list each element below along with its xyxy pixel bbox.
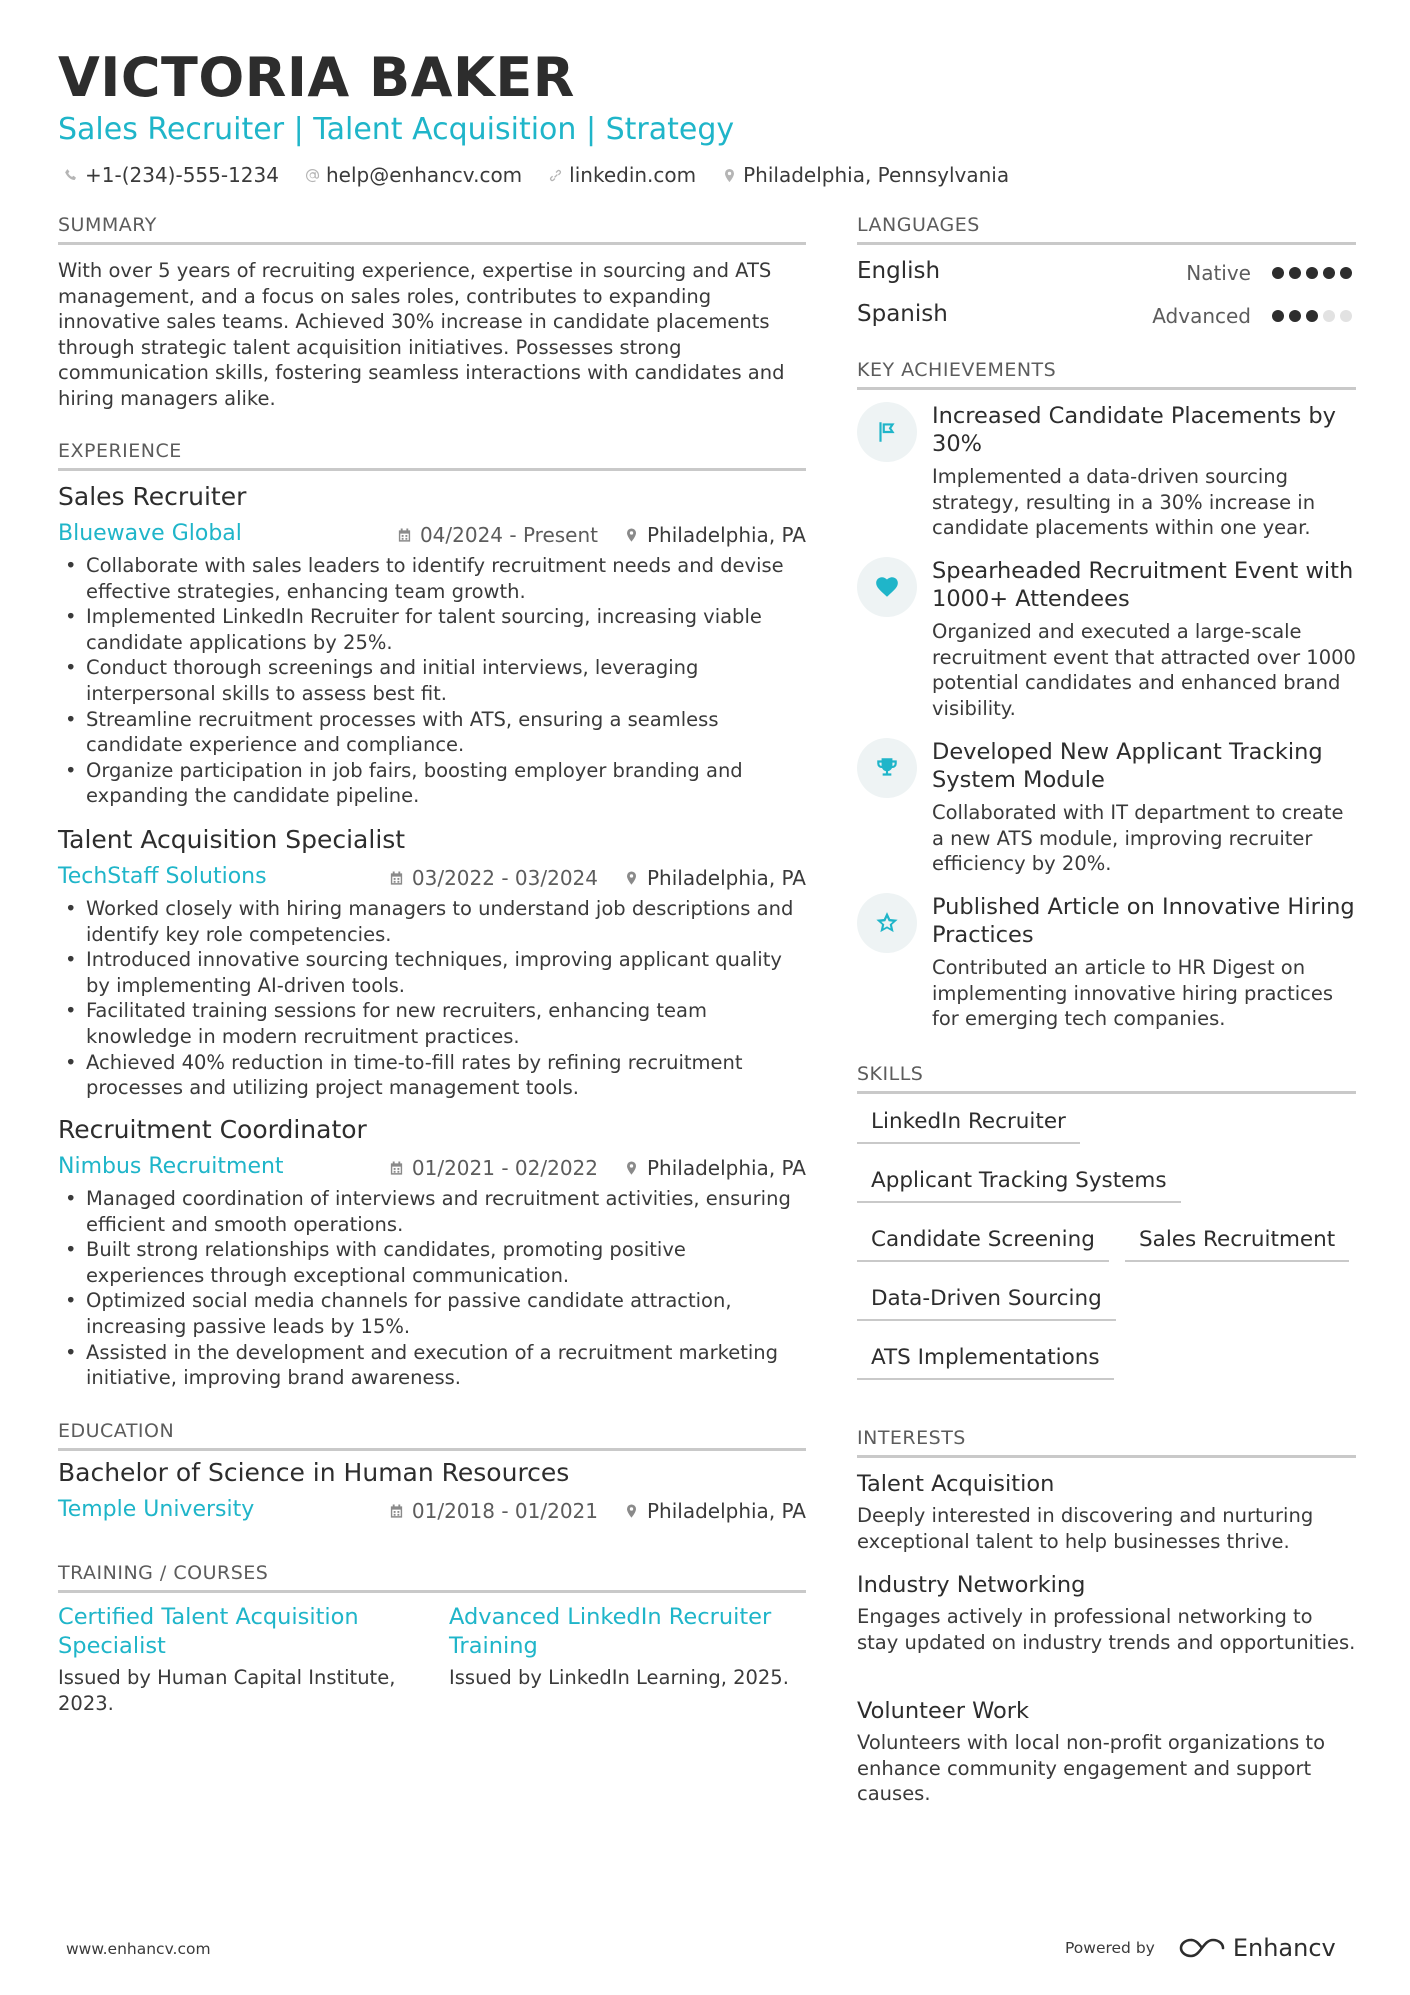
job-location <box>624 866 806 890</box>
at-icon <box>305 168 320 183</box>
education-heading: EDUCATION <box>58 1420 806 1451</box>
bullet-item: • Implemented LinkedIn Recruiter for talent sourcing, increasing viable candidate applications by 25%. <box>58 604 806 655</box>
achievement-desc: Organized and executed a large-scale recruitment event that attracted over 1000 potential candidates and enhanced brand visibility. <box>932 620 1356 720</box>
achievement-title: Spearheaded Recruitment Event with 1000+ Attendees <box>932 558 1354 612</box>
job-dates-text: 01/2021 - 02/2022 <box>411 1156 598 1180</box>
interest-desc: Volunteers with local non-profit organizations to enhance community engagement and support causes. <box>857 1731 1325 1806</box>
achievement-title: Increased Candidate Placements by 30% <box>932 403 1336 457</box>
language-row <box>857 258 1356 288</box>
bullet-item: • Optimized social media channels for passive candidate attraction, increasing passive leads by 15%. <box>58 1288 806 1339</box>
trophy-icon <box>874 755 900 781</box>
bullet-item: • Assisted in the development and execution of a recruitment marketing initiative, improving brand awareness. <box>58 1340 806 1391</box>
rating-dot <box>1340 310 1352 322</box>
achievement-title: Developed New Applicant Tracking System Module <box>932 739 1323 793</box>
language-rating <box>1272 310 1352 322</box>
job-dates-text: 04/2024 - Present <box>419 523 598 547</box>
job-title: Talent Acquisition Specialist <box>58 825 406 854</box>
interest-title: Industry Networking <box>857 1572 1086 1598</box>
phone-icon <box>64 168 79 183</box>
skill-tag: Sales Recruitment <box>1125 1227 1349 1262</box>
bullet-item: • Introduced innovative sourcing techniques, improving applicant quality by implementing AI-driven tools. <box>58 947 806 998</box>
contact-email[interactable] <box>305 163 522 187</box>
achievement-title: Published Article on Innovative Hiring Practices <box>932 894 1355 948</box>
education-dates-text: 01/2018 - 01/2021 <box>411 1499 598 1523</box>
language-name: Spanish <box>857 301 948 327</box>
education-location <box>624 1499 806 1523</box>
email-text[interactable]: help@enhancv.com <box>325 163 523 187</box>
achievement-body <box>932 557 1356 721</box>
experience-heading: EXPERIENCE <box>58 440 806 471</box>
skill-tag: Data-Driven Sourcing <box>857 1286 1116 1321</box>
enhancv-logo-icon <box>1179 1936 1225 1960</box>
course-entry <box>58 1603 418 1716</box>
rating-dot <box>1272 267 1284 279</box>
skill-tag: LinkedIn Recruiter <box>857 1109 1080 1144</box>
skill-tag: Candidate Screening <box>857 1227 1109 1262</box>
job-bullets <box>58 553 806 809</box>
heart-icon <box>874 574 900 600</box>
company-name: Bluewave Global <box>58 521 242 546</box>
education-meta <box>58 1491 806 1525</box>
course-entry <box>449 1603 809 1691</box>
training-heading: TRAINING / COURSES <box>58 1562 806 1593</box>
achievement-body <box>932 402 1356 541</box>
location-pin-icon <box>722 168 737 183</box>
job-dates <box>389 866 598 890</box>
language-name: English <box>857 258 941 284</box>
achievement-entry <box>857 557 1356 721</box>
calendar-icon <box>389 870 404 886</box>
location-pin-icon <box>624 527 639 543</box>
interest-entry <box>857 1572 1356 1655</box>
skills-heading: SKILLS <box>857 1063 1356 1094</box>
rating-dot <box>1306 267 1318 279</box>
location-pin-icon <box>624 1160 639 1176</box>
skill-tag: ATS Implementations <box>857 1345 1114 1380</box>
job-meta <box>58 515 806 549</box>
footer-branding <box>1065 1934 1336 1962</box>
job-dates <box>397 523 598 547</box>
achievement-desc: Implemented a data-driven sourcing strategy, resulting in a 30% increase in candidate placements within one year. <box>932 465 1316 540</box>
link-icon <box>548 168 563 183</box>
phone-text: +1-(234)-555-1234 <box>85 163 279 187</box>
language-row <box>857 301 1356 331</box>
star-icon <box>874 910 900 936</box>
job-meta <box>58 1148 806 1182</box>
achievement-entry <box>857 402 1356 541</box>
achievement-desc: Collaborated with IT department to create a new ATS module, improving recruiter efficiency by 20%. <box>932 801 1344 876</box>
achievement-body <box>932 738 1356 877</box>
achievement-icon-badge <box>857 402 917 462</box>
job-bullets <box>58 1186 806 1391</box>
skill-tag: Applicant Tracking Systems <box>857 1168 1181 1203</box>
contact-linkedin[interactable] <box>548 163 696 187</box>
languages-heading: LANGUAGES <box>857 214 1356 245</box>
calendar-icon <box>389 1160 404 1176</box>
summary-heading: SUMMARY <box>58 214 806 245</box>
company-name: TechStaff Solutions <box>58 864 267 889</box>
job-title: Recruitment Coordinator <box>58 1115 367 1144</box>
rating-dot <box>1289 267 1301 279</box>
achievement-icon-badge <box>857 893 917 953</box>
bullet-item: • Achieved 40% reduction in time-to-fill rates by refining recruitment processes and utilizing project management tools. <box>58 1050 806 1101</box>
summary-text: With over 5 years of recruiting experience, expertise in sourcing and ATS management, and a focus on sales roles, contributes to expanding innovative sales teams. Achieved 30% increase in candidate placements through strategic talent acquisition initiatives. Possesses strong communication skills, fostering seamless interactions with candidates and hiring managers alike. <box>58 259 785 410</box>
rating-dot <box>1306 310 1318 322</box>
interest-title: Talent Acquisition <box>857 1471 1055 1497</box>
job-dates <box>389 1156 598 1180</box>
rating-dot <box>1323 267 1335 279</box>
job-location-text: Philadelphia, PA <box>646 1156 806 1180</box>
linkedin-text[interactable]: linkedin.com <box>569 163 697 187</box>
bullet-item: • Conduct thorough screenings and initial interviews, leveraging interpersonal skills to assess best fit. <box>58 655 806 706</box>
interest-title: Volunteer Work <box>857 1698 1030 1724</box>
interests-heading: INTERESTS <box>857 1427 1356 1458</box>
headline: Sales Recruiter | Talent Acquisition | Strategy <box>58 112 735 147</box>
language-level: Advanced <box>1152 304 1251 328</box>
interest-desc: Deeply interested in discovering and nurturing exceptional talent to help businesses thrive. <box>857 1504 1314 1553</box>
contact-location <box>722 163 1009 187</box>
contact-phone <box>64 163 279 187</box>
calendar-icon <box>397 527 412 543</box>
language-level: Native <box>1186 261 1251 285</box>
bullet-item: • Worked closely with hiring managers to understand job descriptions and identify key role competencies. <box>58 896 806 947</box>
footer-website[interactable]: www.enhancv.com <box>66 1940 211 1958</box>
brand-logo[interactable] <box>1179 1934 1336 1962</box>
achievement-entry <box>857 738 1356 877</box>
achievement-icon-badge <box>857 557 917 617</box>
job-location <box>624 1156 806 1180</box>
achievement-desc: Contributed an article to HR Digest on implementing innovative hiring practices for emerging tech companies. <box>932 956 1334 1031</box>
rating-dot <box>1340 267 1352 279</box>
interest-entry <box>857 1698 1356 1807</box>
bullet-item: • Collaborate with sales leaders to identify recruitment needs and devise effective strategies, enhancing team growth. <box>58 553 806 604</box>
rating-dot <box>1272 310 1284 322</box>
education-location-text: Philadelphia, PA <box>646 1499 806 1523</box>
course-title: Advanced LinkedIn Recruiter Training <box>449 1604 772 1659</box>
achievement-body <box>932 893 1356 1032</box>
job-location-text: Philadelphia, PA <box>646 523 806 547</box>
powered-by-text: Powered by <box>1065 1939 1155 1957</box>
achievements-heading: KEY ACHIEVEMENTS <box>857 359 1356 390</box>
bullet-item: • Streamline recruitment processes with ATS, ensuring a seamless candidate experience and compliance. <box>58 707 806 758</box>
job-entry <box>58 482 806 809</box>
bullet-item: • Facilitated training sessions for new recruiters, enhancing team knowledge in modern recruitment practices. <box>58 998 806 1049</box>
candidate-name: VICTORIA BAKER <box>58 46 575 109</box>
job-location <box>624 523 806 547</box>
school-name: Temple University <box>58 1497 255 1522</box>
bullet-item: • Built strong relationships with candidates, promoting positive experiences through exceptional communication. <box>58 1237 806 1288</box>
bullet-item: • Organize participation in job fairs, boosting employer branding and expanding the candidate pipeline. <box>58 758 806 809</box>
job-dates-text: 03/2022 - 03/2024 <box>411 866 598 890</box>
location-pin-icon <box>624 1503 639 1519</box>
company-name: Nimbus Recruitment <box>58 1154 284 1179</box>
education-entry <box>58 1458 806 1525</box>
achievement-icon-badge <box>857 738 917 798</box>
calendar-icon <box>389 1503 404 1519</box>
contact-bar <box>64 163 1009 187</box>
degree: Bachelor of Science in Human Resources <box>58 1458 570 1487</box>
job-title: Sales Recruiter <box>58 482 247 511</box>
flag-icon <box>874 419 900 445</box>
interest-desc: Engages actively in professional networking to stay updated on industry trends and opportunities. <box>857 1605 1356 1654</box>
brand-name: Enhancv <box>1232 1934 1336 1962</box>
bullet-item: • Managed coordination of interviews and recruitment activities, ensuring efficient and smooth operations. <box>58 1186 806 1237</box>
education-dates <box>389 1499 598 1523</box>
course-desc: Issued by LinkedIn Learning, 2025. <box>449 1666 789 1689</box>
course-desc: Issued by Human Capital Institute, 2023. <box>58 1666 396 1715</box>
rating-dot <box>1289 310 1301 322</box>
location-pin-icon <box>624 870 639 886</box>
job-bullets <box>58 896 806 1101</box>
course-title: Certified Talent Acquisition Specialist <box>58 1604 359 1659</box>
job-meta <box>58 858 806 892</box>
job-entry <box>58 1115 806 1391</box>
rating-dot <box>1323 310 1335 322</box>
achievement-entry <box>857 893 1356 1032</box>
job-entry <box>58 825 806 1101</box>
language-rating <box>1272 267 1352 279</box>
interest-entry <box>857 1471 1356 1554</box>
location-text: Philadelphia, Pennsylvania <box>743 163 1010 187</box>
job-location-text: Philadelphia, PA <box>646 866 806 890</box>
